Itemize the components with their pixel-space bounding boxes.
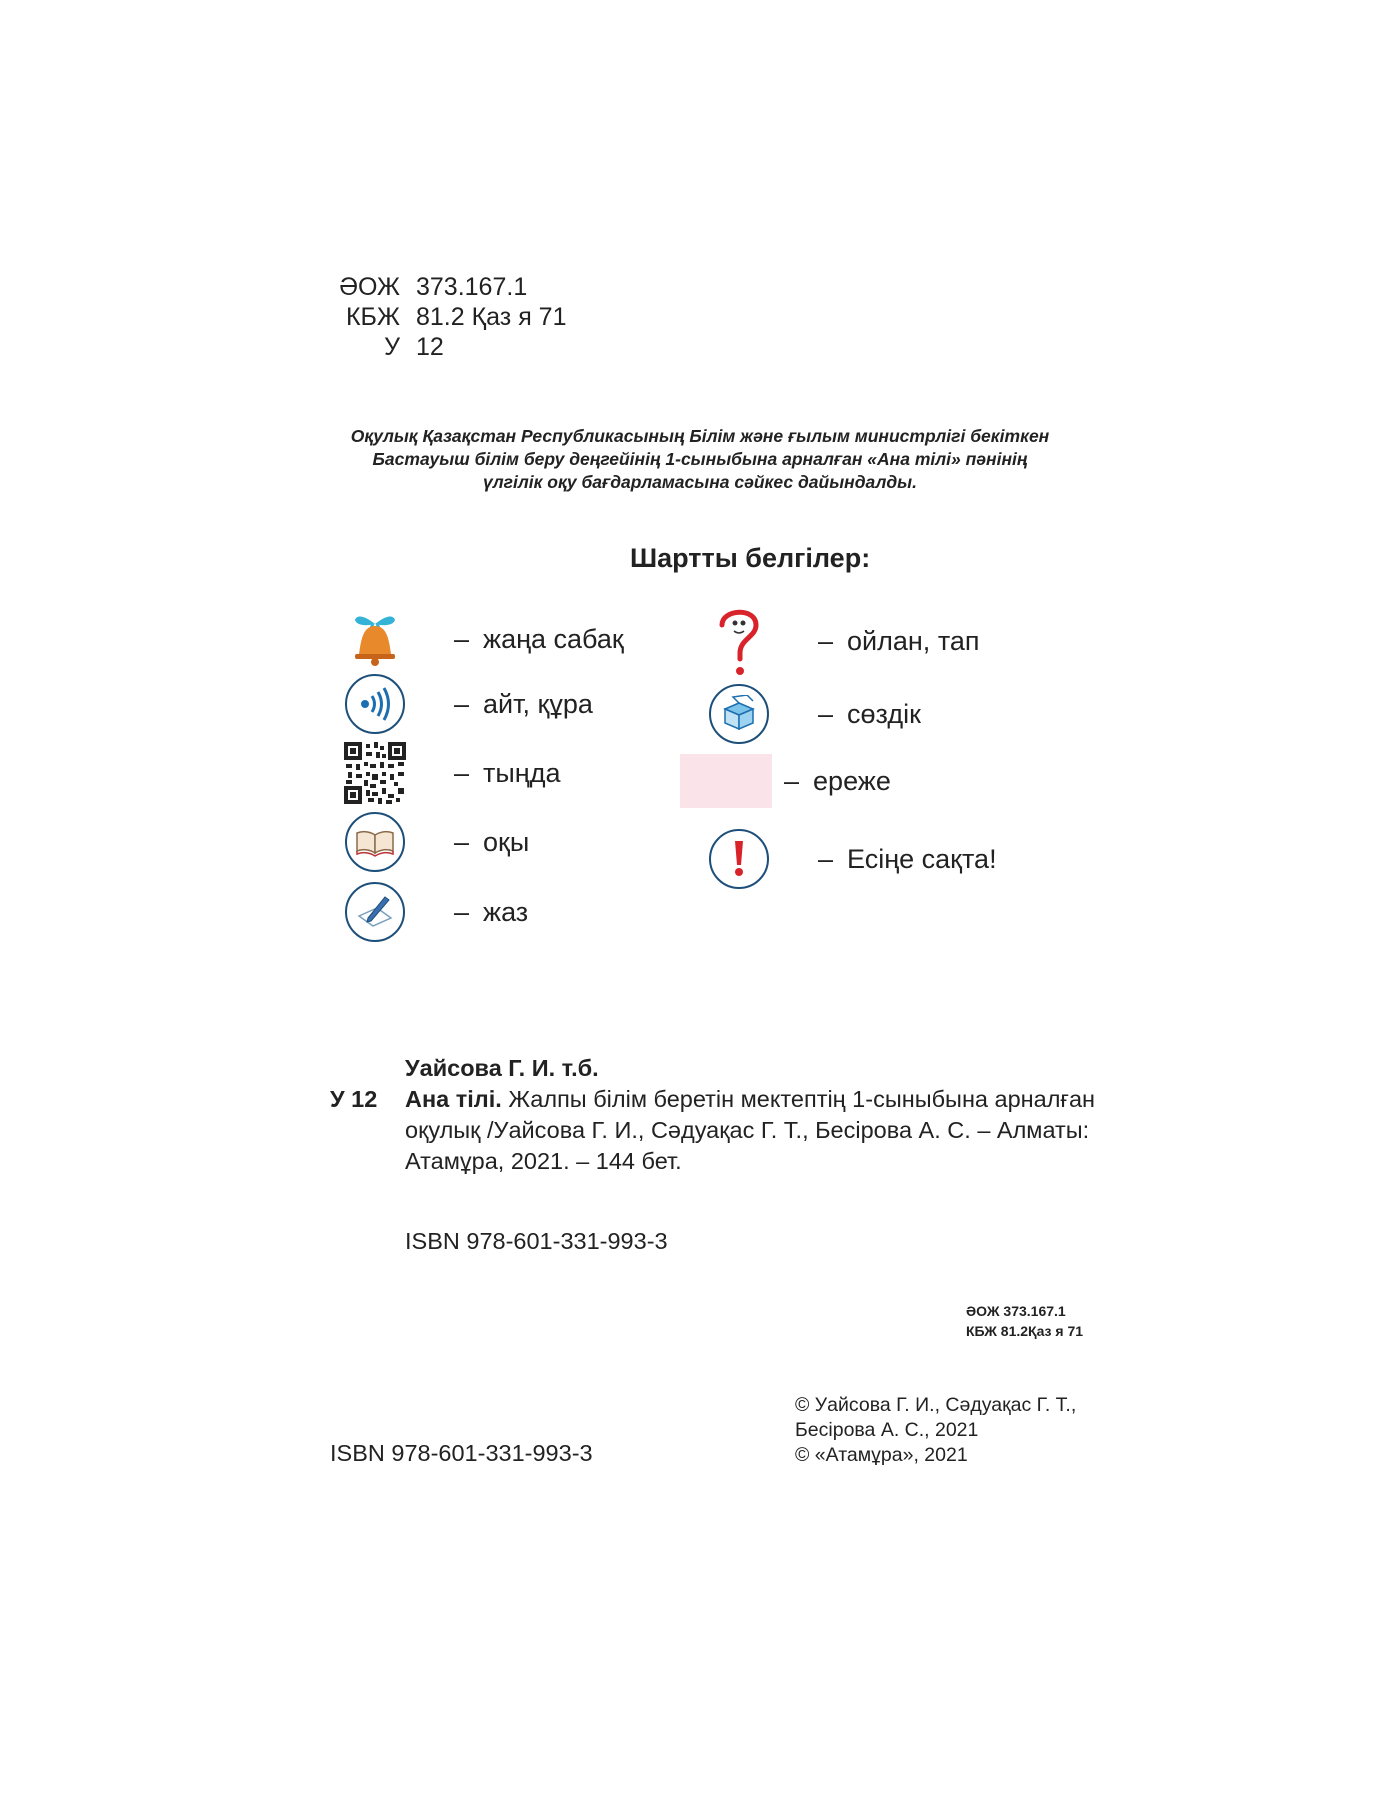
biblio-desc: Атамұра, 2021. – 144 бет. bbox=[405, 1148, 682, 1174]
legend-item-new-lesson bbox=[340, 607, 624, 671]
copyright-line: © «Атамұра», 2021 bbox=[795, 1444, 968, 1466]
legend-label: – жаз bbox=[454, 896, 529, 927]
approval-line: Бастауыш білім беру деңгейінің 1-сыныбына арналған «Ана тілі» пәнінің bbox=[372, 449, 1028, 469]
approval-statement bbox=[280, 425, 1120, 494]
rule-box-icon bbox=[680, 754, 772, 808]
biblio-line bbox=[330, 1146, 1150, 1177]
legend-item-listen bbox=[340, 741, 561, 805]
biblio-desc: оқулық /Уайсова Г. И., Сәдуақас Г. Т., Бесірова А. С. – Алматы: bbox=[405, 1117, 1090, 1143]
dictionary-box-icon bbox=[704, 682, 774, 746]
legend-title: Шартты белгілер: bbox=[630, 543, 871, 573]
legend-item-speak bbox=[340, 672, 593, 736]
legend-label: – Есіңе сақта! bbox=[818, 843, 997, 874]
small-code: КБЖ 81.2Қаз я 71 bbox=[966, 1323, 1084, 1339]
isbn-footer: ISBN 978-601-331-993-3 bbox=[330, 1440, 593, 1466]
sound-waves-icon bbox=[340, 672, 410, 736]
classification-codes bbox=[330, 272, 567, 362]
legend-label: – ереже bbox=[784, 765, 891, 796]
approval-line: үлгілік оқу бағдарламасына сәйкес дайындалды. bbox=[483, 472, 917, 492]
legend-item-write bbox=[340, 880, 528, 944]
legend-item-remember bbox=[704, 827, 997, 891]
biblio-authors: Уайсова Г. И. т.б. bbox=[405, 1055, 599, 1081]
legend-label: – айт, құра bbox=[454, 688, 593, 719]
legend-label: – сөздік bbox=[818, 698, 921, 729]
code-key: ӘОЖ bbox=[339, 273, 400, 301]
bibliographic-entry bbox=[330, 1053, 1150, 1177]
legend-item-read bbox=[340, 810, 529, 874]
code-row bbox=[330, 272, 567, 302]
legend-label: – тыңда bbox=[454, 757, 561, 788]
qr-code-icon bbox=[340, 741, 410, 805]
legend-item-dictionary bbox=[704, 682, 921, 746]
copyright-line: Бесірова А. С., 2021 bbox=[795, 1419, 979, 1441]
code-row bbox=[330, 302, 567, 332]
bell-icon bbox=[340, 607, 410, 671]
biblio-title: Ана тілі. bbox=[405, 1086, 502, 1112]
question-mark-icon bbox=[704, 603, 774, 679]
open-book-icon bbox=[340, 810, 410, 874]
code-value: 12 bbox=[416, 333, 444, 361]
small-code: ӘОЖ 373.167.1 bbox=[966, 1303, 1066, 1319]
legend-item-rule bbox=[680, 754, 891, 808]
legend-item-think bbox=[704, 603, 980, 679]
legend-label: – оқы bbox=[454, 826, 530, 857]
pen-paper-icon bbox=[340, 880, 410, 944]
copyright-block bbox=[795, 1393, 1076, 1468]
biblio-line bbox=[330, 1053, 1150, 1084]
code-value: 81.2 Қаз я 71 bbox=[416, 303, 567, 331]
small-codes bbox=[966, 1301, 1083, 1341]
biblio-desc: Жалпы білім беретін мектептің 1-сыныбына арналған bbox=[501, 1086, 1096, 1112]
legend-label: – ойлан, тап bbox=[818, 625, 980, 656]
approval-line: Оқулық Қазақстан Республикасының Білім және ғылым министрлігі бекіткен bbox=[350, 426, 1050, 446]
isbn-entry: ISBN 978-601-331-993-3 bbox=[405, 1228, 668, 1254]
biblio-line bbox=[330, 1115, 1150, 1146]
code-key: У bbox=[384, 333, 400, 361]
legend-label: – жаңа сабақ bbox=[454, 623, 624, 654]
exclamation-icon bbox=[704, 827, 774, 891]
code-row bbox=[330, 332, 567, 362]
copyright-line: © Уайсова Г. И., Сәдуақас Г. Т., bbox=[795, 1394, 1077, 1416]
biblio-line bbox=[330, 1084, 1150, 1115]
code-value: 373.167.1 bbox=[416, 273, 528, 301]
biblio-code: У 12 bbox=[330, 1086, 378, 1112]
code-key: КБЖ bbox=[345, 303, 400, 331]
